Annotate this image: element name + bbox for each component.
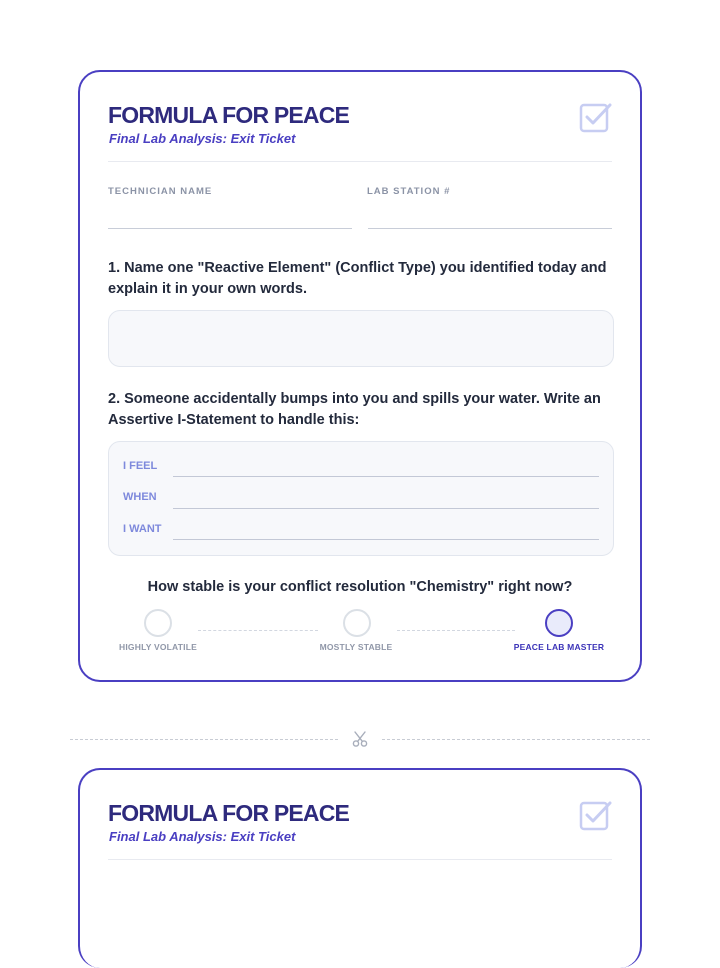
- exit-ticket-card: [78, 70, 642, 682]
- scissors-icon: [350, 729, 370, 749]
- i-want-line[interactable]: [173, 539, 599, 540]
- stability-question: How stable is your conflict resolution "Chemistry" right now?: [147, 579, 573, 595]
- i-statement-box: [108, 441, 614, 556]
- exit-ticket-card: [78, 768, 642, 968]
- cut-line-right: [382, 739, 650, 740]
- when-label: WHEN: [123, 491, 157, 503]
- i-want-label: I WANT: [123, 523, 162, 535]
- scale-label-highly-volatile: HIGHLY VOLATILE: [119, 642, 197, 652]
- ticket-subtitle: Final Lab Analysis: Exit Ticket: [109, 131, 296, 146]
- cut-line-left: [70, 739, 338, 740]
- question-2: 2. Someone accidentally bumps into you and spills your water. Write an Assertive I-Statement to handle this:: [108, 391, 601, 428]
- scale-connector: [397, 630, 515, 631]
- scale-option-mostly-stable[interactable]: [343, 609, 371, 637]
- technician-name-field[interactable]: [108, 228, 352, 229]
- scale-label-mostly-stable: MOSTLY STABLE: [319, 642, 393, 652]
- when-line[interactable]: [173, 508, 599, 509]
- scale-label-peace-lab-master: PEACE LAB MASTER: [513, 642, 605, 652]
- technician-name-label: TECHNICIAN NAME: [108, 186, 213, 197]
- question-1: 1. Name one "Reactive Element" (Conflict Type) you identified today and explain it in your own words.: [108, 260, 607, 297]
- scale-option-highly-volatile[interactable]: [144, 609, 172, 637]
- i-feel-line[interactable]: [173, 476, 599, 477]
- scale-option-peace-lab-master[interactable]: [545, 609, 573, 637]
- answer-box-1[interactable]: [108, 310, 614, 367]
- ticket-title: FORMULA FOR PEACE: [108, 800, 350, 826]
- ticket-subtitle: Final Lab Analysis: Exit Ticket: [109, 829, 296, 844]
- header-divider: [108, 859, 612, 860]
- i-feel-label: I FEEL: [123, 460, 158, 472]
- ticket-title: FORMULA FOR PEACE: [108, 102, 350, 128]
- checkbox-icon: [578, 100, 612, 134]
- lab-station-label: LAB STATION #: [367, 186, 451, 197]
- header-divider: [108, 161, 612, 162]
- checkbox-icon: [578, 798, 612, 832]
- scale-connector: [198, 630, 318, 631]
- lab-station-field[interactable]: [368, 228, 612, 229]
